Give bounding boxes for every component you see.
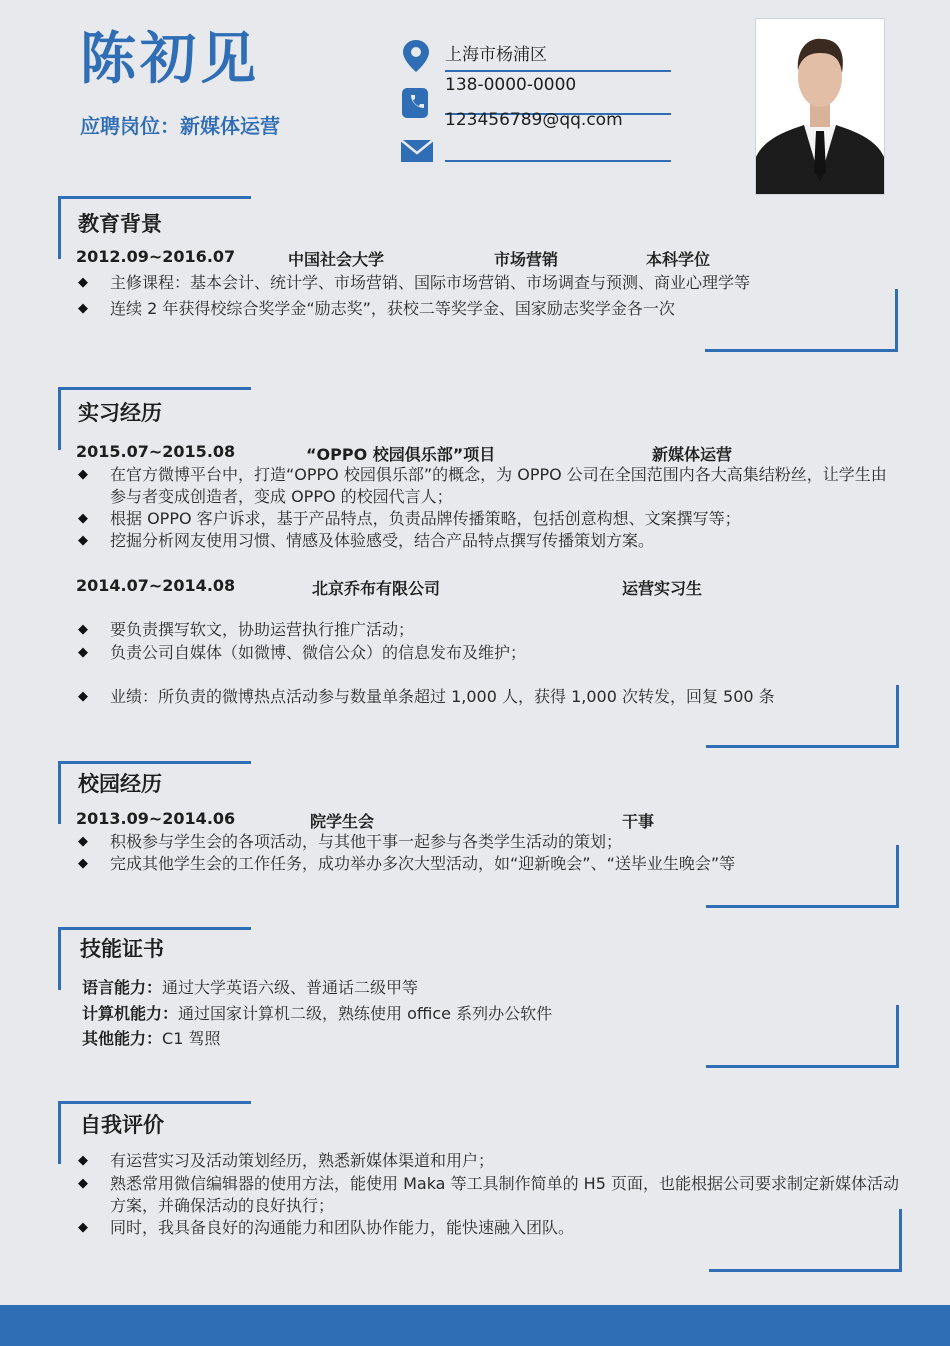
list-item: ◆ 积极参与学生会的各项活动，与其他干事一起参与各类学生活动的策划； — [78, 832, 623, 851]
section-frame-bottom — [709, 1209, 902, 1272]
location-icon — [400, 38, 432, 70]
phone-text: 138-0000-0000 — [445, 75, 577, 95]
campus-org: 院学生会 — [310, 812, 375, 831]
list-item: ◆ 要负责撰写软文，协助运营执行推广活动； — [78, 620, 415, 639]
internship-role: 新媒体运营 — [652, 445, 733, 464]
section-title-campus: 校园经历 — [78, 772, 162, 796]
skill-line: 其他能力：C1 驾照 — [82, 1029, 221, 1048]
list-item: ◆ 熟悉常用微信编辑器的使用方法，能使用 Maka 等工具制作简单的 H5 页面，也能根据公司要求制定新媒体活动方案，并确保活动的良好执行； — [78, 1174, 899, 1215]
internship-org: 北京乔布有限公司 — [312, 579, 441, 598]
profile-photo — [755, 18, 885, 195]
section-title-internship: 实习经历 — [78, 401, 162, 425]
section-title-skills: 技能证书 — [80, 937, 164, 961]
education-date: 2012.09~2016.07 — [76, 247, 236, 266]
list-item: ◆ 完成其他学生会的工作任务，成功举办多次大型活动，如“迎新晚会”、“送毕业生晚会”等 — [78, 854, 736, 873]
skill-line: 语言能力：通过大学英语六级、普通话二级甲等 — [82, 978, 419, 997]
list-item: ◆ 在官方微博平台中，打造“OPPO 校园俱乐部”的概念，为 OPPO 公司在全国范围内各大高集结粉丝，让学生由参与者变成创造者，变成 OPPO 的校园代言人； — [78, 465, 887, 506]
phone-icon — [400, 86, 432, 118]
divider — [445, 160, 671, 162]
list-item: ◆ 负责公司自媒体（如微博、微信公众）的信息发布及维护； — [78, 643, 527, 662]
section-frame-bottom — [706, 845, 899, 908]
list-item: ◆ 有运营实习及活动策划经历，熟悉新媒体渠道和用户； — [78, 1151, 495, 1170]
section-frame-bottom — [706, 685, 899, 748]
candidate-name: 陈初见 — [80, 27, 260, 92]
section-title-education: 教育背景 — [78, 212, 162, 236]
skill-line: 计算机能力：通过国家计算机二级，熟练使用 office 系列办公软件 — [82, 1004, 553, 1023]
job-title: 应聘岗位：新媒体运营 — [80, 114, 280, 138]
internship-date: 2015.07~2015.08 — [76, 442, 236, 461]
footer-bar — [0, 1305, 950, 1346]
list-item: ◆ 连续 2 年获得校综合奖学金“励志奖”，获校二等奖学金、国家励志奖学金各一次 — [78, 299, 675, 318]
section-frame-bottom — [705, 289, 898, 352]
campus-date: 2013.09~2014.06 — [76, 809, 236, 828]
list-item: ◆ 业绩：所负责的微博热点活动参与数量单条超过 1,000 人，获得 1,000 次转发，回复 500 条 — [78, 687, 775, 706]
address-text: 上海市杨浦区 — [445, 45, 547, 65]
email-text: 123456789@qq.com — [445, 110, 623, 130]
campus-role: 干事 — [622, 812, 655, 831]
list-item: ◆ 主修课程：基本会计、统计学、市场营销、国际市场营销、市场调查与预测、商业心理学等 — [78, 273, 751, 292]
email-icon — [400, 138, 432, 170]
internship-date: 2014.07~2014.08 — [76, 576, 236, 595]
internship-org: “OPPO 校园俱乐部”项目 — [306, 445, 496, 464]
education-school: 中国社会大学 — [288, 250, 385, 269]
section-frame-bottom — [706, 1005, 899, 1068]
list-item: ◆ 同时，我具备良好的沟通能力和团队协作能力，能快速融入团队。 — [78, 1218, 575, 1237]
list-item: ◆ 根据 OPPO 客户诉求，基于产品特点，负责品牌传播策略，包括创意构想、文案撰写等； — [78, 509, 741, 528]
divider — [445, 70, 671, 72]
list-item: ◆ 挖掘分析网友使用习惯、情感及体验感受，结合产品特点撰写传播策划方案。 — [78, 531, 655, 550]
internship-role: 运营实习生 — [622, 579, 703, 598]
education-degree: 本科学位 — [646, 250, 711, 269]
education-major: 市场营销 — [494, 250, 559, 269]
section-title-self: 自我评价 — [80, 1113, 164, 1137]
